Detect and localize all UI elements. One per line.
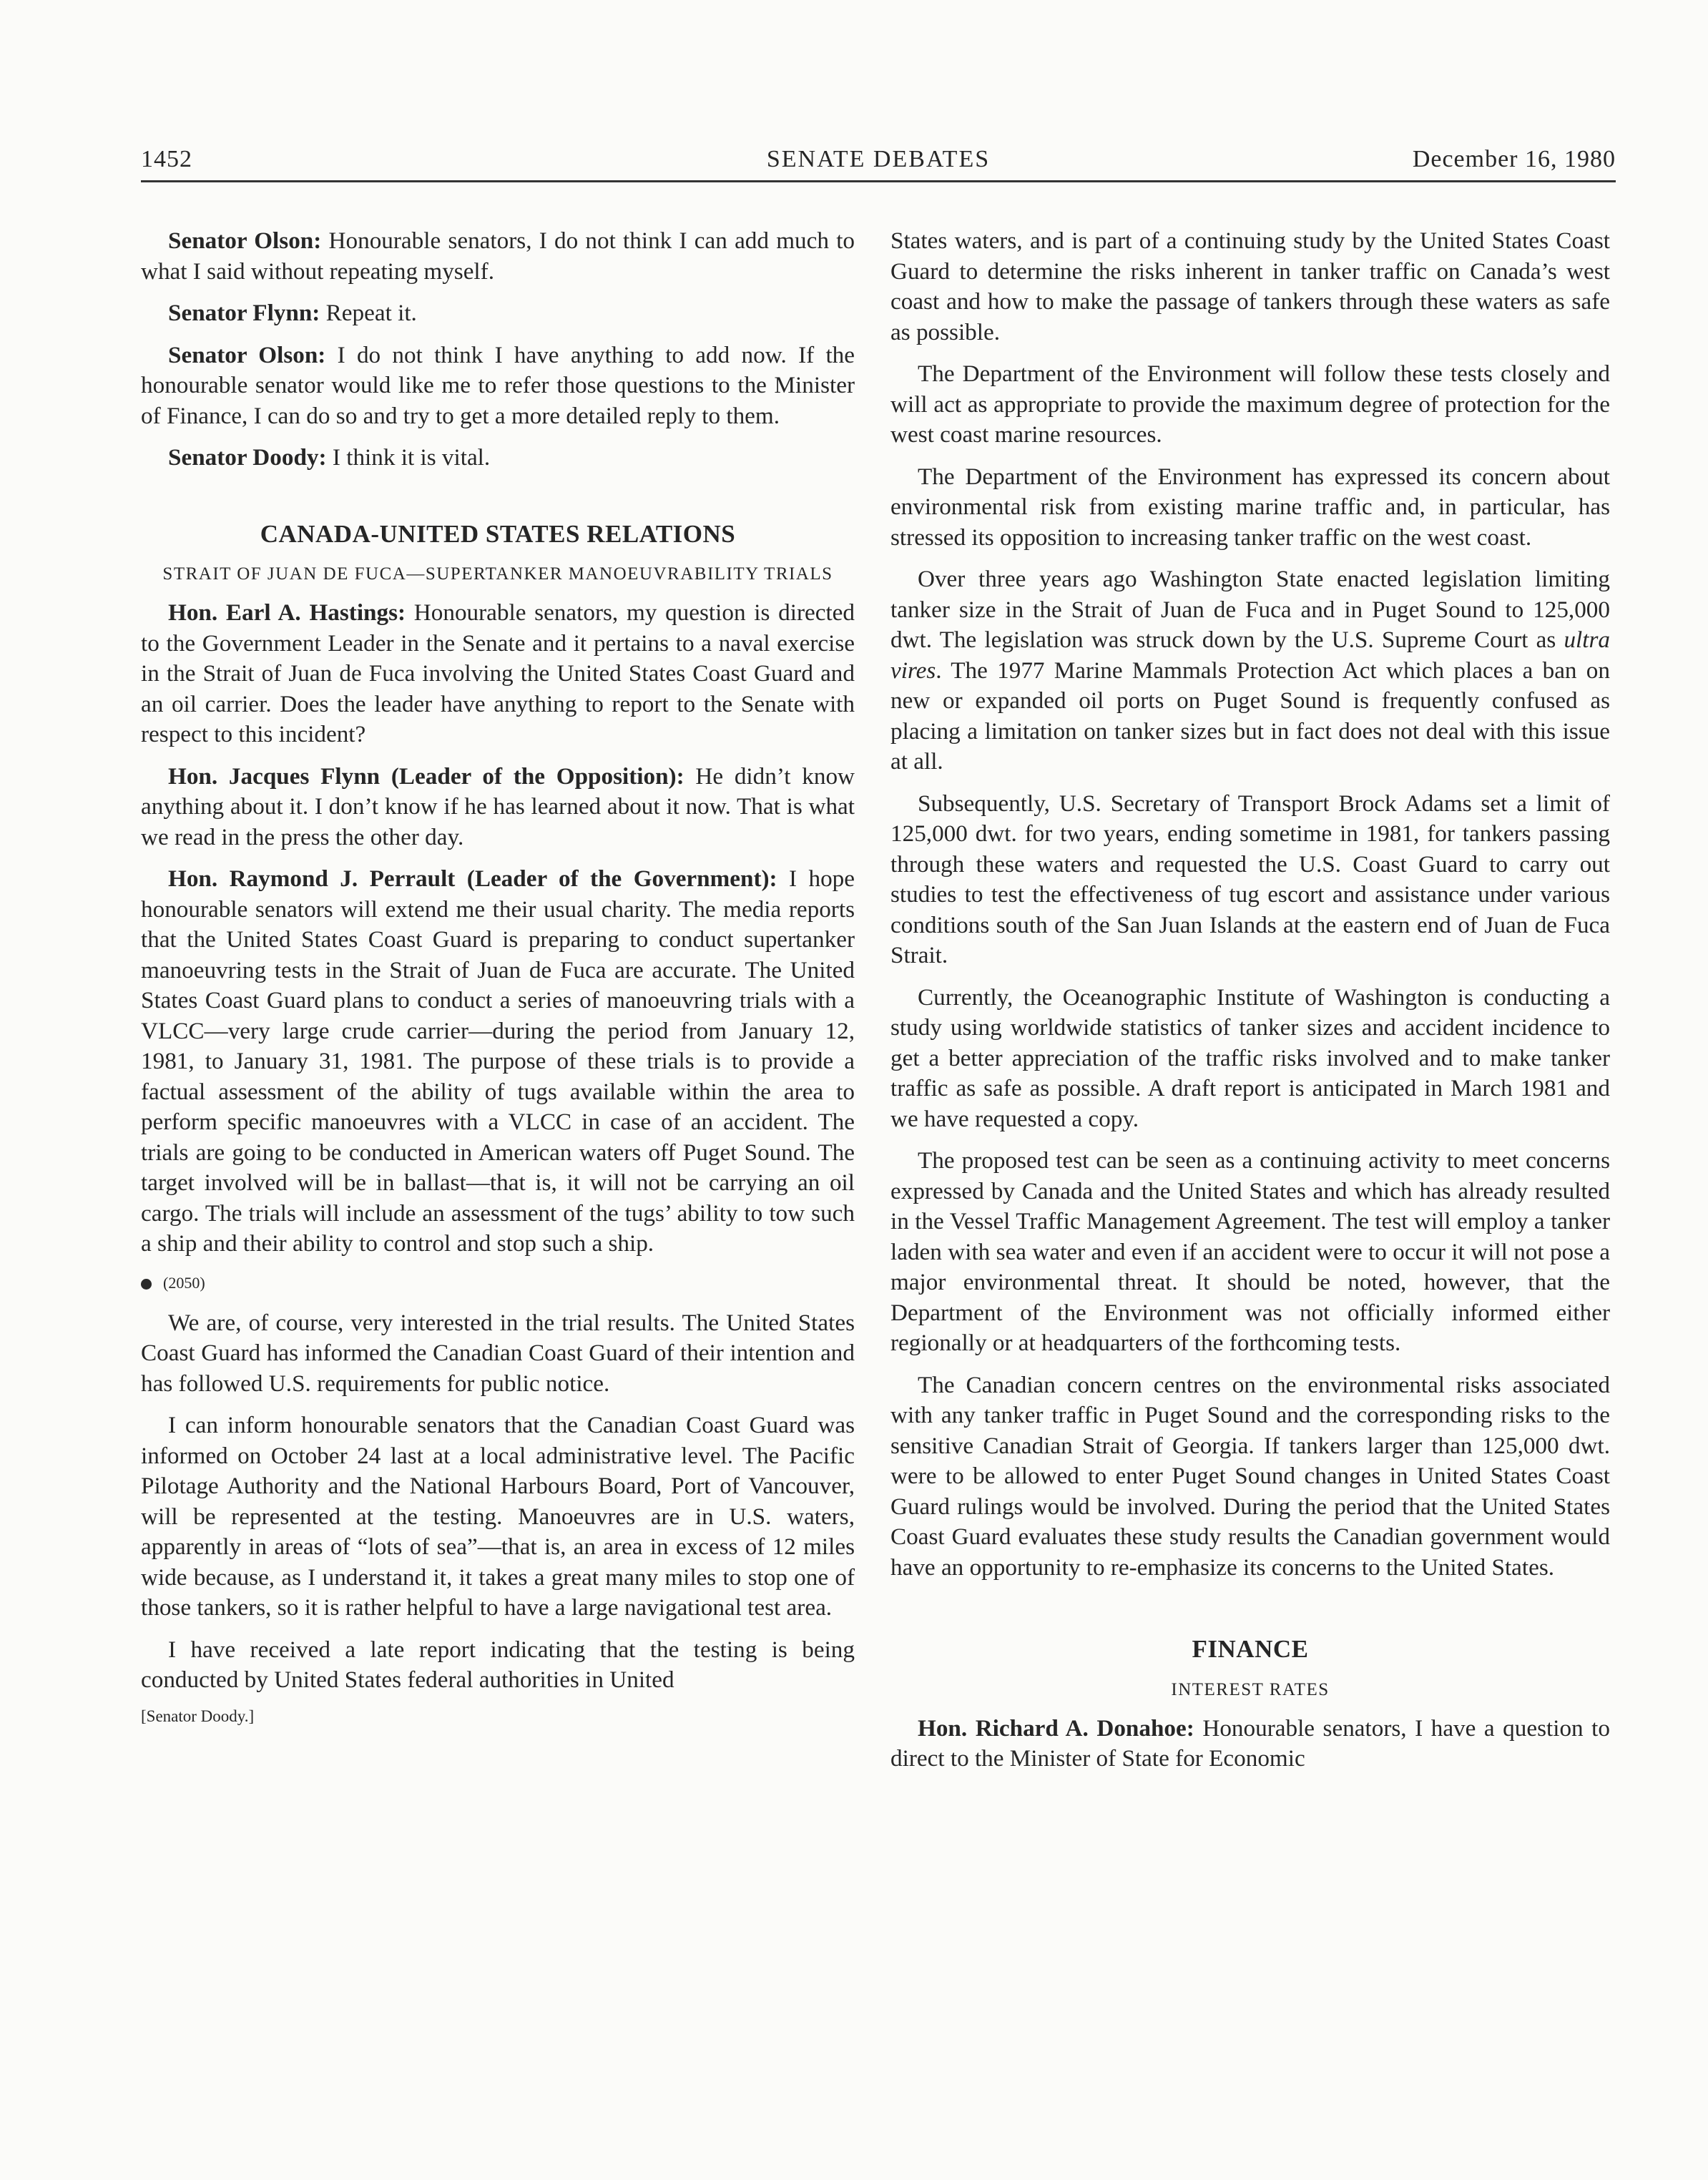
paragraph: Subsequently, U.S. Secretary of Transport Brock Adams set a limit of 125,000 dwt. for two years, ending sometime in 1981, for tankers passing through these waters and requested the U.S. Coast Guard to carry out studies to test the effectiveness of tug escort and assistance under various conditions south of the San Juan Islands at the eastern end of Juan de Fuca Strait. (890, 790, 1610, 968)
paragraph: The proposed test can be seen as a continuing activity to meet concerns expressed by Canada and the United States and which has already resulted in the Vessel Traffic Management Agreement. The test will employ a tanker laden with sea water and even if an accident were to occur it will not pose a major environmental threat. It should be noted, however, that the Department of the Environment was not officially informed either regionally or at headquarters of the forthcoming tests. (890, 1147, 1610, 1356)
section-subheading: STRAIT OF JUAN DE FUCA—SUPERTANKER MANOEUVRABILITY TRIALS (162, 564, 833, 584)
paragraph (890, 1714, 1610, 1774)
time-marker (141, 1271, 855, 1295)
paragraph (141, 598, 855, 750)
paragraph: Currently, the Oceanographic Institute of Washington is conducting a study using worldwide statistics of tanker sizes and accident incidence to get a better appreciation of the traffic risks involved and to make tanker traffic as safe as possible. A draft report is anticipated in March 1981 and we have requested a copy. (890, 983, 1610, 1132)
speaker-name: Hon. Raymond J. Perrault (Leader of the Government): (168, 865, 777, 892)
paragraph-text: . The 1977 Marine Mammals Protection Act which places a ban on new or expanded oil ports on Puget Sound is frequently confused as placing a limitation on tanker sizes but in fact does not deal with this issue at all. (890, 657, 1610, 775)
speech-text: Honourable senators, my question is directed to the Government Leader in the Senate and it pertains to a naval exercise in the Strait of Juan de Fuca involving the United States Coast Guard and an oil carrier. Does the leader have anything to report to the Senate with respect to this incident? (141, 599, 855, 747)
speaker-name: Hon. Earl A. Hastings: (168, 599, 406, 626)
speaker-name: Senator Olson: (168, 227, 322, 254)
section-heading: FINANCE (1192, 1635, 1309, 1663)
italic-term: ultra vires (890, 627, 1610, 684)
page-header (141, 140, 1616, 182)
speaker-name: Hon. Richard A. Donahoe: (918, 1714, 1194, 1742)
speech-text: I hope honourable senators will extend me their usual charity. The media reports that the United States Coast Guard is preparing to conduct supertanker manoeuvring tests in the Strait of Juan de Fuca are accurate. The United States Coast Guard plans to conduct a series of manoeuvring trials with a VLCC—very large crude carrier—during the period from January 12, 1981, to January 31, 1981. The purpose of these trials is to provide a factual assessment of the ability of tugs available within the area to perform specific manoeuvres with a VLCC in case of an accident. The trials are going to be conducted in American waters off Puget Sound. The target involved will be in ballast—that is, it will not be carrying an oil cargo. The trials will include an assessment of the tugs’ ability to tow such a ship and their ability to control and stop such a ship. (141, 865, 855, 1257)
left-column (141, 226, 855, 1727)
bullet-icon (141, 1279, 152, 1290)
time-marker-text: (2050) (163, 1273, 205, 1292)
speech-text: Repeat it. (320, 300, 417, 326)
page-number: 1452 (141, 146, 192, 172)
footnote: [Senator Doody.] (141, 1707, 255, 1725)
paragraph: The Canadian concern centres on the environmental risks associated with any tanker traffic in Puget Sound and the corresponding risks to the sensitive Canadian Strait of Georgia. If tankers larger than 125,000 dwt. were to be allowed to enter Puget Sound changes in United States Coast Guard rulings would be involved. During the period that the United States Coast Guard evaluates these study results the Canadian government would have an opportunity to re-emphasize its concerns to the United States. (890, 1371, 1610, 1581)
speech-text: I do not think I have anything to add now. If the honourable senator would like me to refer those questions to the Minister of Finance, I can do so and try to get a more detailed reply to them. (141, 341, 855, 429)
paragraph (141, 340, 855, 432)
speaker-name: Senator Flynn: (168, 300, 320, 326)
publication-title: SENATE DEBATES (766, 146, 991, 172)
paragraph: States waters, and is part of a continuing study by the United States Coast Guard to determine the risks inherent in tanker traffic on Canada’s west coast and how to make the passage of tankers through these waters as safe as possible. (890, 227, 1610, 345)
paragraph (141, 298, 855, 329)
paragraph: The Department of the Environment has expressed its concern about environmental risk from existing marine traffic and, in particular, has stressed its opposition to increasing tanker traffic on the west coast. (890, 463, 1610, 551)
paragraph: I can inform honourable senators that the Canadian Coast Guard was informed on October 24 last at a local administrative level. The Pacific Pilotage Authority and the National Harbours Board, Port of Vancouver, will be represented at the testing. Manoeuvres are in U.S. waters, apparently in areas of “lots of sea”—that is, an area in excess of 12 miles wide because, as I understand it, it takes a great many miles to stop one of those tankers, so it is rather helpful to have a large navigational test area. (141, 1412, 855, 1621)
paragraph (141, 226, 855, 287)
speech-text: He didn’t know anything about it. I don’t know if he has learned about it now. That is what we read in the press the other day. (141, 762, 855, 850)
section-heading: CANADA-UNITED STATES RELATIONS (260, 519, 736, 548)
paragraph: The Department of the Environment will follow these tests closely and will act as appropriate to provide the maximum degree of protection for the west coast marine resources. (890, 360, 1610, 448)
paragraph (141, 762, 855, 853)
speaker-name: Senator Doody: (168, 444, 327, 471)
speech-text: I think it is vital. (326, 444, 491, 471)
speech-text: Honourable senators, I do not think I can add much to what I said without repeating myself. (141, 227, 855, 285)
paragraph (141, 443, 855, 473)
paragraph: We are, of course, very interested in the trial results. The United States Coast Guard has informed the Canadian Coast Guard of their intention and has followed U.S. requirements for public notice. (141, 1309, 855, 1397)
paragraph (141, 864, 855, 1260)
paragraph: I have received a late report indicating that the testing is being conducted by United States federal authorities in United (141, 1636, 855, 1693)
issue-date: December 16, 1980 (1412, 146, 1616, 172)
section-subheading: INTEREST RATES (1171, 1679, 1330, 1699)
speaker-name: Hon. Jacques Flynn (Leader of the Opposition): (168, 762, 684, 790)
right-column (890, 226, 1610, 1786)
speech-text: Honourable senators, I have a question to direct to the Minister of State for Economic (890, 1714, 1610, 1772)
speaker-name: Senator Olson: (168, 341, 326, 368)
paragraph-text: Over three years ago Washington State enacted legislation limiting tanker size in the Strait of Juan de Fuca and in Puget Sound to 125,000 dwt. The legislation was struck down by the U.S. Supreme Court as (890, 566, 1610, 653)
paragraph (890, 564, 1610, 777)
